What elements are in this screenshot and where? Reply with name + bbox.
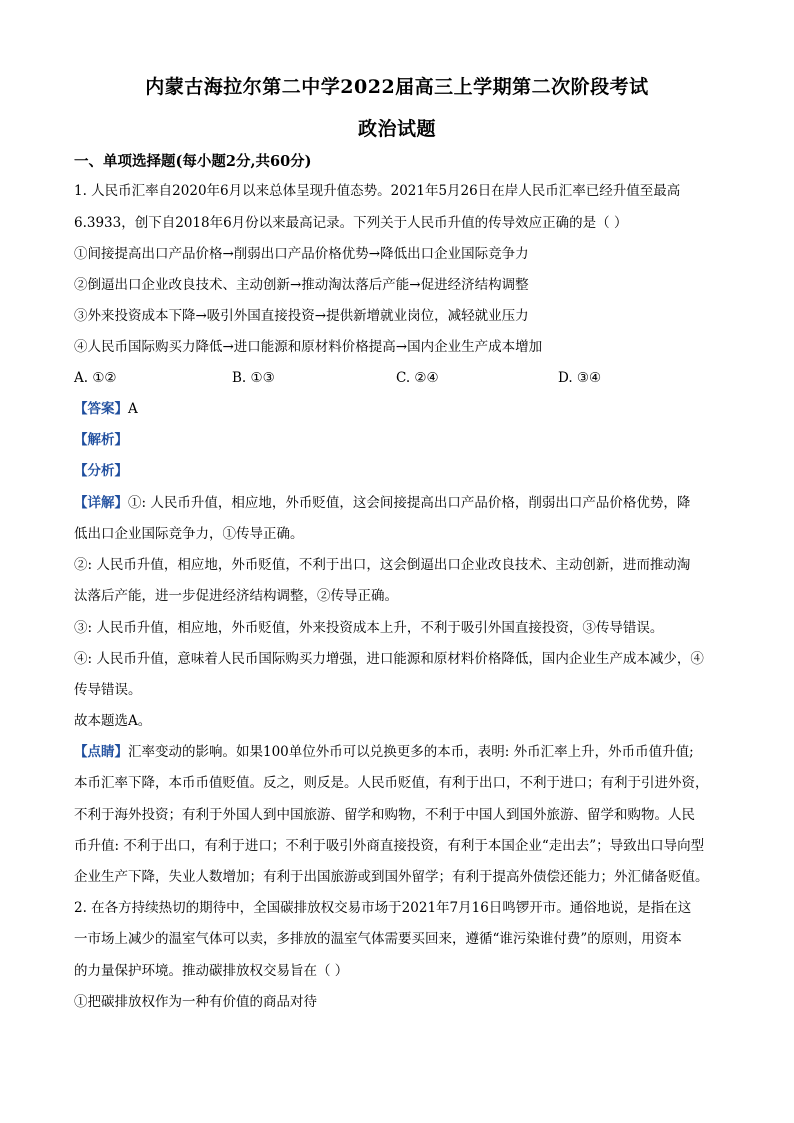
q1-detail-1a	[74, 494, 724, 512]
q1-dianjing-4: 币升值: 不利于出口，有利于进口；不利于吸引外商直接投资，有利于本国企业“走出去”；导致出口导向型	[74, 838, 705, 854]
q1-conclusion: 故本题选A。	[74, 713, 152, 729]
q2-stem-line1: 2. 在各方持续热切的期待中，全国碳排放权交易市场于2021年7月16日鸣锣开市。通俗地说，是指在这	[74, 900, 692, 916]
section-heading: 一、单项选择题(每小题2分,共60分)	[74, 153, 312, 170]
q1-dianjing-3: 不利于海外投资；有利于外国人到中国旅游、留学和购物，不利于中国人到国外旅游、留学和购物。人民	[74, 807, 695, 823]
q1-detail-2a: ②: 人民币升值，相应地，外币贬值，不利于出口，这会倒逼出口企业改良技术、主动创新，进而推动淘	[74, 557, 691, 573]
exam-subject: 政治试题	[357, 118, 436, 140]
q1-item-2: ②倒逼出口企业改良技术、主动创新→推动淘汰落后产能→促进经济结构调整	[74, 277, 529, 293]
q1-analysis-heading	[74, 431, 724, 449]
detail-tag: 【详解】	[74, 495, 128, 511]
q1-stem-line1: 1. 人民币汇率自2020年6月以来总体呈现升值态势。2021年5月26日在岸人民币汇率已经升值至最高	[74, 183, 681, 199]
q1-option-a: A. ①②	[74, 370, 117, 386]
answer-value: A	[128, 401, 138, 417]
dianjing-1-text: 汇率变动的影响。如果100单位外币可以兑换更多的本币，表明: 外币汇率上升，外币币值升值;	[128, 744, 694, 760]
q1-option-b: B. ①③	[232, 370, 275, 386]
q1-detail-3: ③: 人民币升值，相应地，外币贬值，外来投资成本上升，不利于吸引外国直接投资，③传导错误。	[74, 620, 664, 636]
q1-option-d: D. ③④	[558, 370, 602, 386]
q1-item-1: ①间接提高出口产品价格→削弱出口产品价格优势→降低出口企业国际竞争力	[74, 246, 529, 262]
answer-tag: 【答案】	[74, 401, 128, 417]
q1-detail-4b: 传导错误。	[74, 682, 142, 698]
q1-detail-4a: ④: 人民币升值，意味着人民币国际购买力增强，进口能源和原材料价格降低，国内企业生产成本减少，④	[74, 651, 704, 667]
q2-stem-line2: 一市场上减少的温室气体可以卖，多排放的温室气体需要买回来，遵循“谁污染谁付费”的原则，用资本	[74, 931, 682, 947]
q1-answer	[74, 400, 724, 418]
q1-dianjing-2: 本币汇率下降，本币币值贬值。反之，则反是。人民币贬值，有利于出口，不利于进口；有利于引进外资，	[74, 775, 709, 791]
dianjing-tag: 【点睛】	[74, 744, 128, 760]
q1-dianjing-1	[74, 743, 724, 761]
q1-detail-1b: 低出口企业国际竞争力，①传导正确。	[74, 526, 304, 542]
analysis-tag: 【解析】	[74, 432, 128, 448]
exam-title: 内蒙古海拉尔第二中学2022届高三上学期第二次阶段考试	[145, 76, 649, 98]
q2-stem-line3: 的力量保护环境。推动碳排放权交易旨在（ ）	[74, 963, 349, 979]
q1-dianjing-5: 企业生产下降，失业人数增加；有利于出国旅游或到国外留学；有利于提高外债偿还能力；外汇储备贬值。	[74, 869, 709, 885]
q2-item-1: ①把碳排放权作为一种有价值的商品对待	[74, 994, 317, 1010]
q1-option-c: C. ②④	[396, 370, 439, 386]
q1-fenxi-heading	[74, 462, 724, 480]
detail-1a-text: ①: 人民币升值，相应地，外币贬值，这会间接提高出口产品价格，削弱出口产品价格优势，降	[128, 495, 691, 511]
q1-item-4: ④人民币国际购买力降低→进口能源和原材料价格提高→国内企业生产成本增加	[74, 339, 543, 355]
fenxi-tag: 【分析】	[74, 463, 128, 479]
q1-stem-line2: 6.3933，创下自2018年6月份以来最高记录。下列关于人民币升值的传导效应正确的是（ ）	[74, 215, 628, 231]
q1-detail-2b: 汰落后产能，进一步促进经济结构调整，②传导正确。	[74, 588, 398, 604]
q1-item-3: ③外来投资成本下降→吸引外国直接投资→提供新增就业岗位，减轻就业压力	[74, 308, 529, 324]
